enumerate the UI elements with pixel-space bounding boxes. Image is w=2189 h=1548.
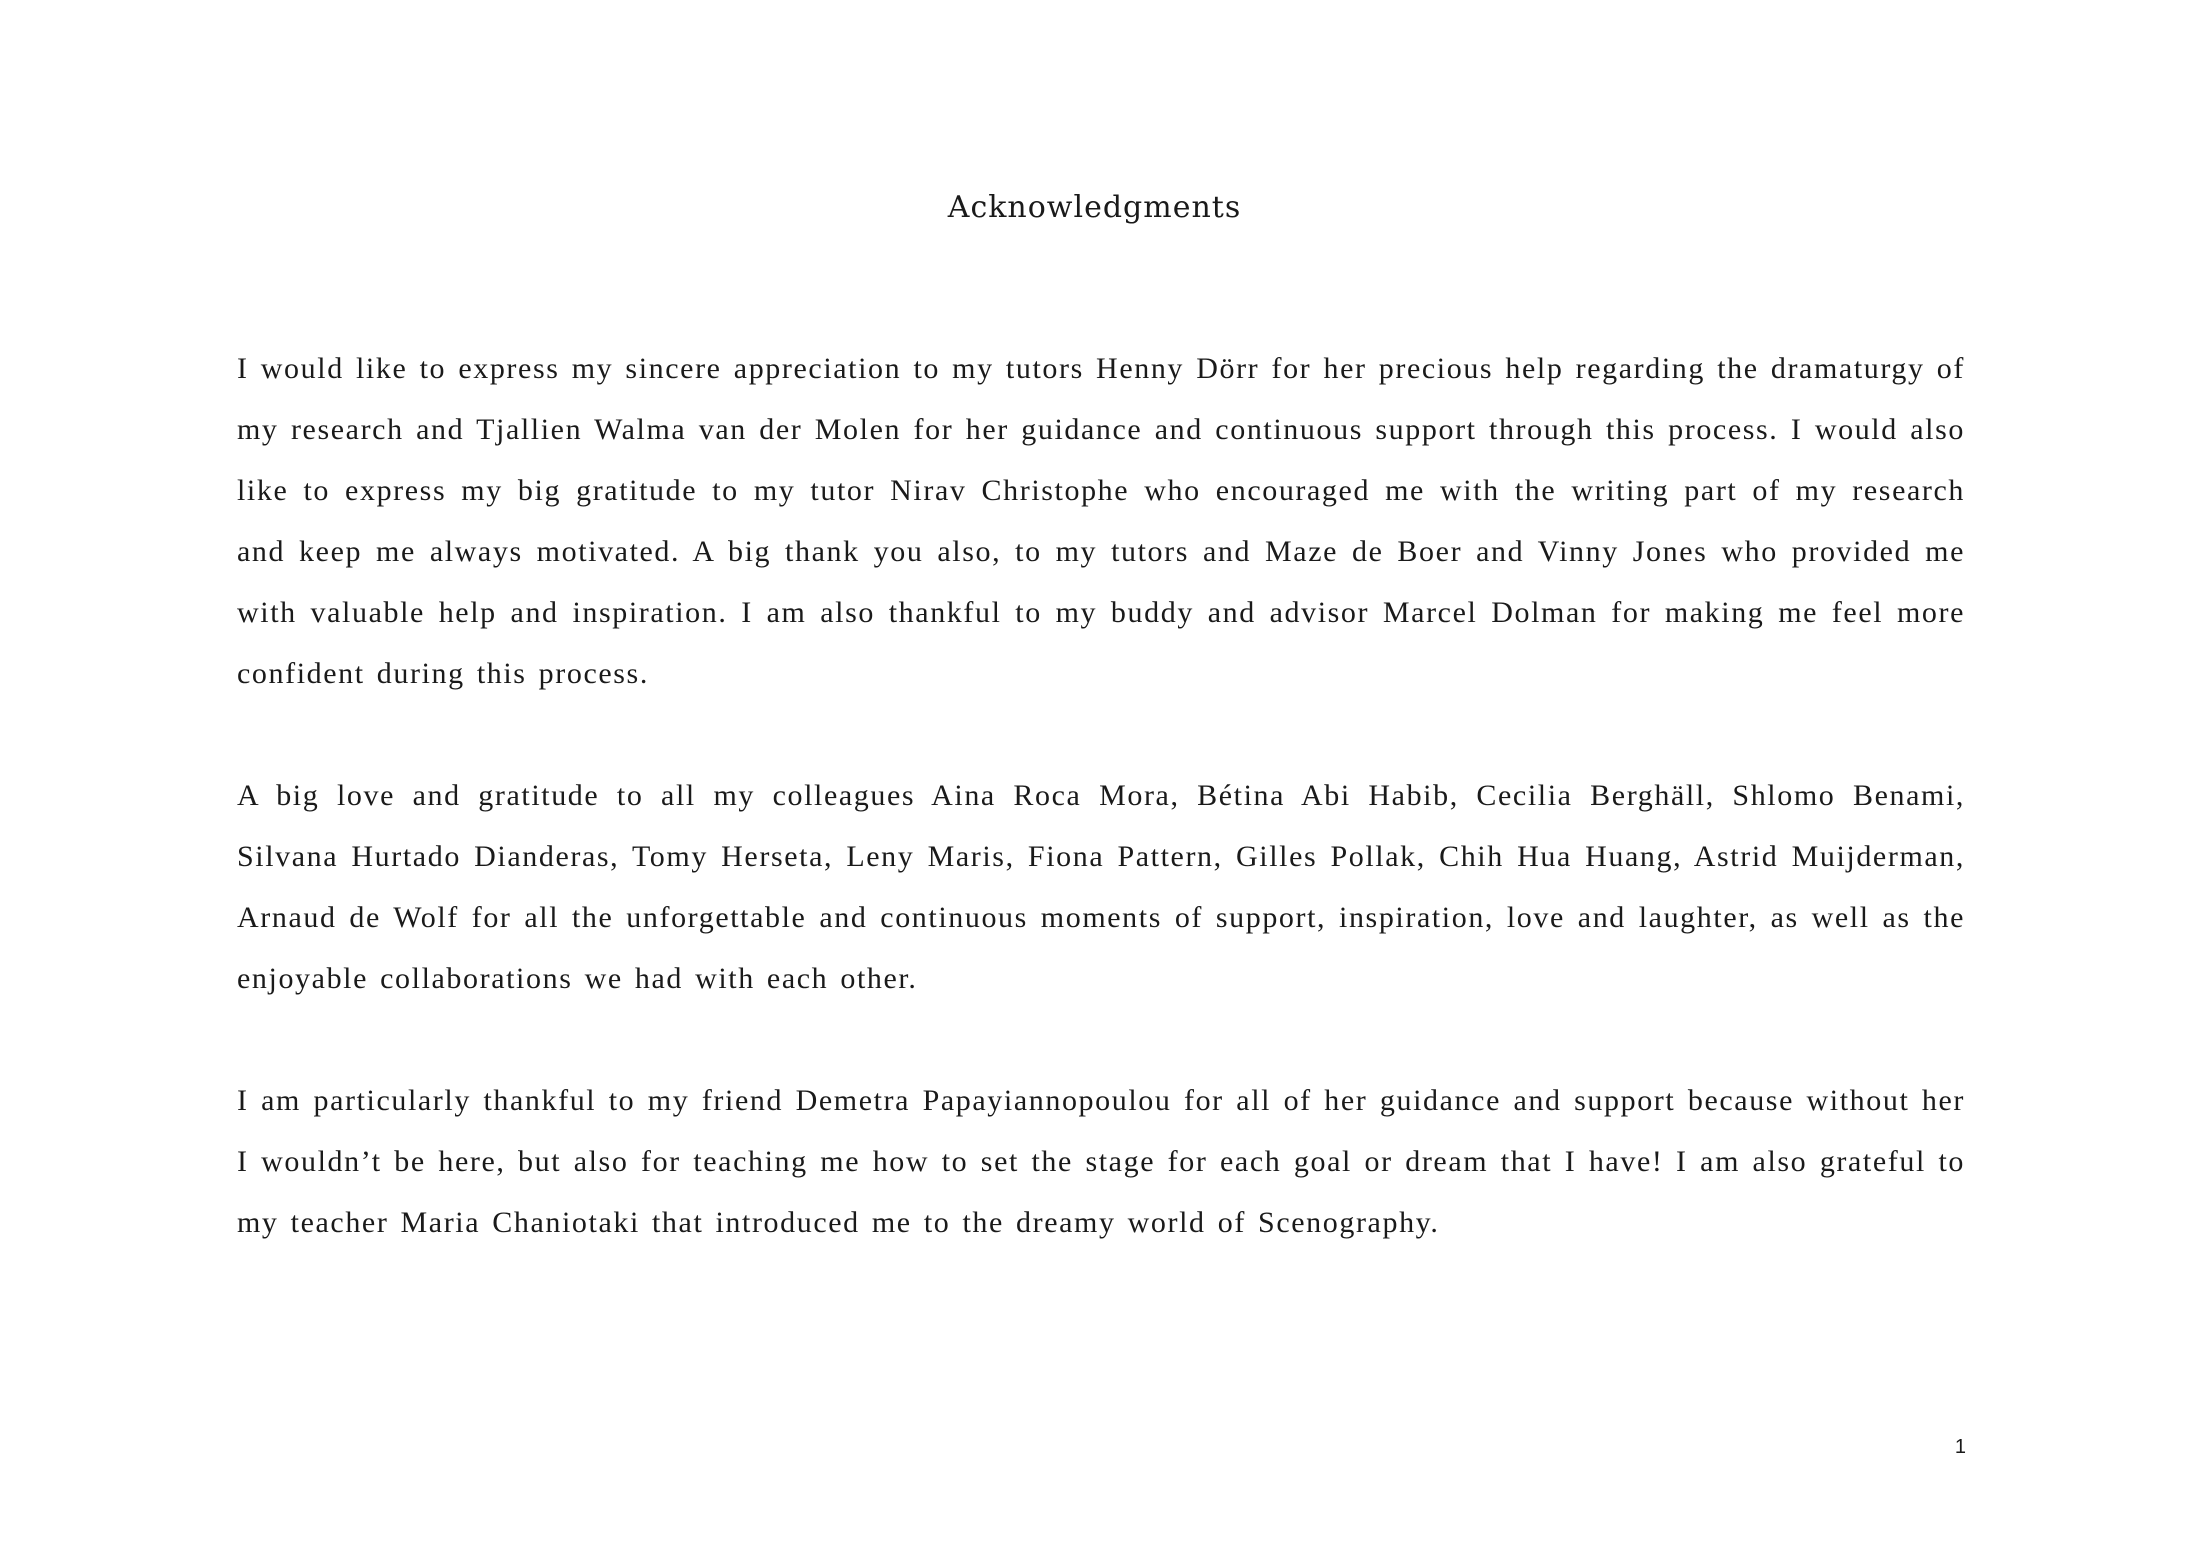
- paragraph-tutors: I would like to express my sincere appreciation to my tutors Henny Dörr for her precious help regarding the dramaturgy of my research and Tjallien Walma van der Molen for her guidance and continuous support through this process. I would also like to express my big gratitude to my tutor Nirav Christophe who encouraged me with the writing part of my research and keep me always motivated. A big thank you also, to my tutors and Maze de Boer and Vinny Jones who provided me with valuable help and inspiration. I am also thankful to my buddy and advisor Marcel Dolman for making me feel more confident during this process.: [237, 352, 1965, 690]
- page-number: 1: [1954, 1436, 1966, 1458]
- body-text: [237, 338, 1965, 1314]
- paragraph-colleagues: A big love and gratitude to all my colleagues Aina Roca Mora, Bétina Abi Habib, Cecilia Berghäll, Shlomo Benami, Silvana Hurtado Dianderas, Tomy Herseta, Leny Maris, Fiona Pattern, Gilles Pollak, Chih Hua Huang, Astrid Muijderman, Arnaud de Wolf for all the unforgettable and continuous moments of support, inspiration, love and laughter, as well as the enjoyable collaborations we had with each other.: [237, 779, 1965, 995]
- page-title: Acknowledgments: [947, 190, 1242, 225]
- paragraph-friend-teacher: I am particularly thankful to my friend Demetra Papayiannopoulou for all of her guidance and support because without her I wouldn’t be here, but also for teaching me how to set the stage for each goal or dream that I have! I am also grateful to my teacher Maria Chaniotaki that introduced me to the dreamy world of Scenography.: [237, 1084, 1965, 1239]
